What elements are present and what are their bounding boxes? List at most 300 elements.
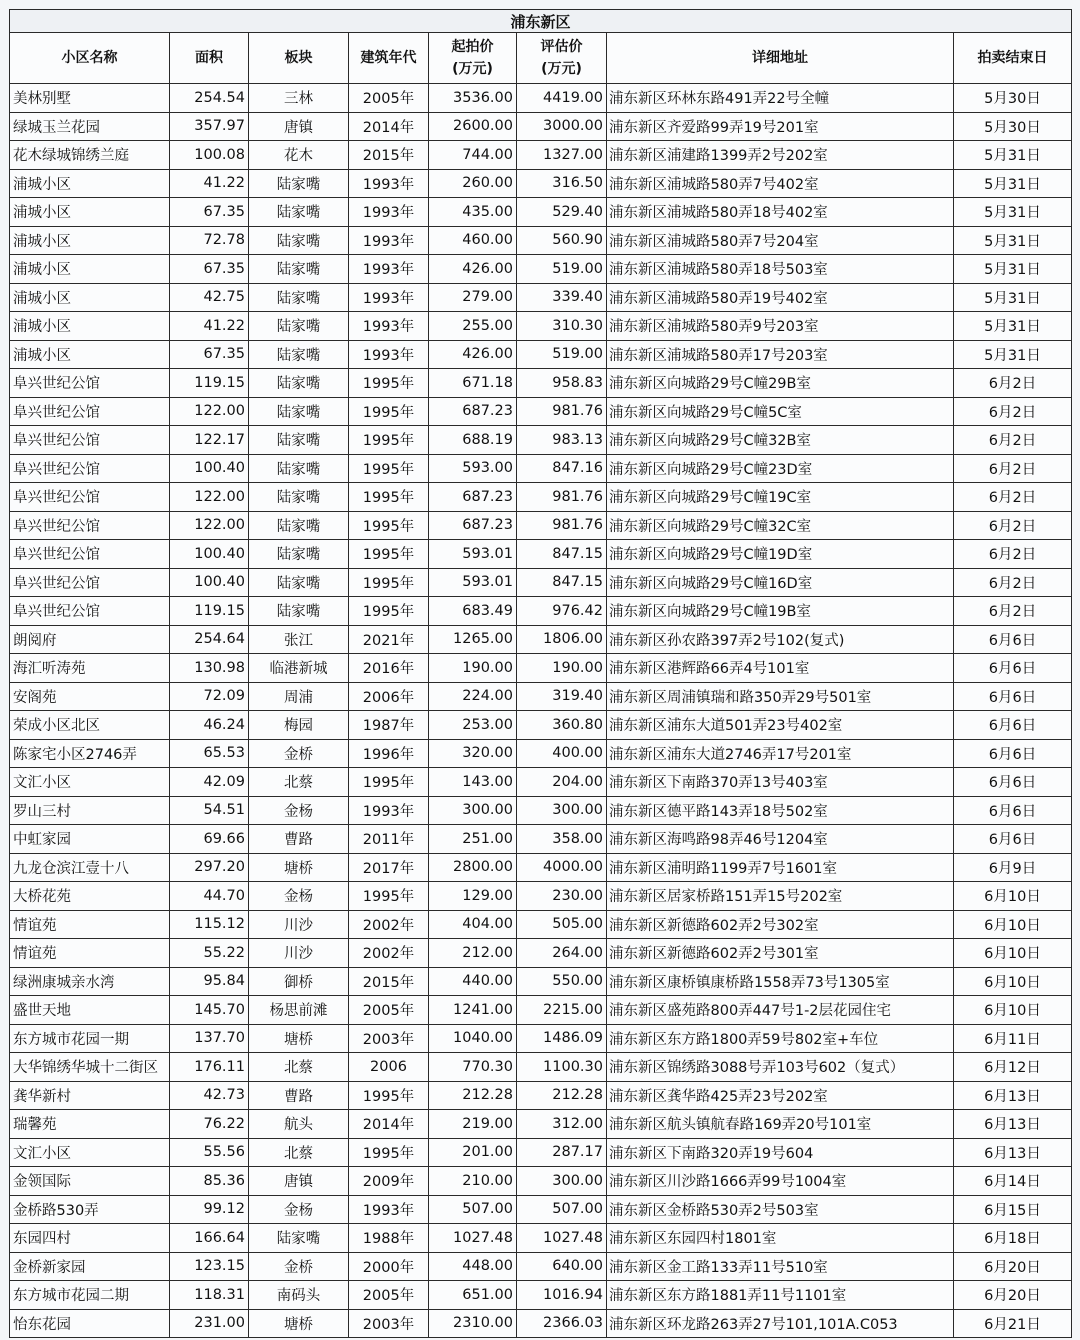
cell-address: 浦东新区浦东大道2746弄17号201室 xyxy=(607,739,954,768)
cell-district: 塘桥 xyxy=(249,853,349,882)
header-name: 小区名称 xyxy=(10,33,170,84)
cell-end-date: 6月6日 xyxy=(954,625,1072,654)
table-row xyxy=(10,568,1072,597)
cell-district: 航头 xyxy=(249,1110,349,1139)
cell-build-year: 1995年 xyxy=(349,597,429,626)
cell-start-price: 2310.00 xyxy=(429,1309,517,1338)
cell-start-price: 1265.00 xyxy=(429,625,517,654)
cell-appraised-price: 1486.09 xyxy=(517,1024,607,1053)
cell-build-year: 1995年 xyxy=(349,540,429,569)
cell-appraised-price: 300.00 xyxy=(517,796,607,825)
table-row xyxy=(10,625,1072,654)
cell-appraised-price: 976.42 xyxy=(517,597,607,626)
cell-start-price: 1040.00 xyxy=(429,1024,517,1053)
cell-appraised-price: 316.50 xyxy=(517,169,607,198)
table-row xyxy=(10,397,1072,426)
cell-area: 166.64 xyxy=(170,1224,249,1253)
cell-start-price: 260.00 xyxy=(429,169,517,198)
cell-area: 42.75 xyxy=(170,283,249,312)
cell-area: 42.09 xyxy=(170,768,249,797)
cell-end-date: 5月30日 xyxy=(954,84,1072,113)
table-row xyxy=(10,369,1072,398)
cell-start-price: 2600.00 xyxy=(429,112,517,141)
cell-address: 浦东新区浦建路1399弄2号202室 xyxy=(607,141,954,170)
cell-community-name: 阜兴世纪公馆 xyxy=(10,540,170,569)
cell-address: 浦东新区向城路29号C幢5C室 xyxy=(607,397,954,426)
cell-district: 陆家嘴 xyxy=(249,426,349,455)
cell-appraised-price: 312.00 xyxy=(517,1110,607,1139)
cell-build-year: 2006年 xyxy=(349,682,429,711)
cell-appraised-price: 981.76 xyxy=(517,483,607,512)
cell-appraised-price: 550.00 xyxy=(517,967,607,996)
cell-district: 金桥 xyxy=(249,739,349,768)
cell-build-year: 2002年 xyxy=(349,910,429,939)
cell-district: 金杨 xyxy=(249,882,349,911)
cell-district: 南码头 xyxy=(249,1281,349,1310)
table-row xyxy=(10,796,1072,825)
cell-build-year: 2014年 xyxy=(349,112,429,141)
cell-area: 54.51 xyxy=(170,796,249,825)
cell-build-year: 2016年 xyxy=(349,654,429,683)
cell-build-year: 1993年 xyxy=(349,169,429,198)
cell-build-year: 1996年 xyxy=(349,739,429,768)
cell-area: 254.54 xyxy=(170,84,249,113)
cell-end-date: 6月13日 xyxy=(954,1110,1072,1139)
header-address: 详细地址 xyxy=(607,33,954,84)
cell-start-price: 255.00 xyxy=(429,312,517,341)
cell-end-date: 6月21日 xyxy=(954,1309,1072,1338)
cell-district: 陆家嘴 xyxy=(249,568,349,597)
cell-end-date: 5月31日 xyxy=(954,169,1072,198)
cell-area: 123.15 xyxy=(170,1252,249,1281)
table-row xyxy=(10,1081,1072,1110)
table-row xyxy=(10,1053,1072,1082)
cell-end-date: 6月6日 xyxy=(954,796,1072,825)
cell-address: 浦东新区浦明路1199弄7号1601室 xyxy=(607,853,954,882)
cell-appraised-price: 640.00 xyxy=(517,1252,607,1281)
cell-end-date: 6月6日 xyxy=(954,739,1072,768)
cell-address: 浦东新区向城路29号C幢19B室 xyxy=(607,597,954,626)
cell-address: 浦东新区周浦镇瑞和路350弄29号501室 xyxy=(607,682,954,711)
cell-community-name: 绿洲康城亲水湾 xyxy=(10,967,170,996)
cell-end-date: 6月6日 xyxy=(954,682,1072,711)
cell-start-price: 507.00 xyxy=(429,1195,517,1224)
table-row xyxy=(10,1281,1072,1310)
table-row xyxy=(10,1167,1072,1196)
cell-start-price: 210.00 xyxy=(429,1167,517,1196)
cell-appraised-price: 505.00 xyxy=(517,910,607,939)
cell-area: 55.56 xyxy=(170,1138,249,1167)
table-row xyxy=(10,853,1072,882)
cell-appraised-price: 2366.03 xyxy=(517,1309,607,1338)
cell-district: 周浦 xyxy=(249,682,349,711)
cell-appraised-price: 358.00 xyxy=(517,825,607,854)
cell-appraised-price: 1100.30 xyxy=(517,1053,607,1082)
cell-start-price: 651.00 xyxy=(429,1281,517,1310)
table-row xyxy=(10,198,1072,227)
cell-community-name: 阜兴世纪公馆 xyxy=(10,454,170,483)
cell-district: 北蔡 xyxy=(249,768,349,797)
cell-address: 浦东新区金桥路530弄2号503室 xyxy=(607,1195,954,1224)
header-end-date: 拍卖结束日 xyxy=(954,33,1072,84)
cell-area: 41.22 xyxy=(170,169,249,198)
cell-community-name: 瑞馨苑 xyxy=(10,1110,170,1139)
cell-build-year: 1993年 xyxy=(349,340,429,369)
cell-address: 浦东新区金工路133弄11号510室 xyxy=(607,1252,954,1281)
cell-address: 浦东新区港辉路66弄4号101室 xyxy=(607,654,954,683)
cell-end-date: 6月14日 xyxy=(954,1167,1072,1196)
cell-area: 115.12 xyxy=(170,910,249,939)
cell-build-year: 2000年 xyxy=(349,1252,429,1281)
cell-end-date: 6月2日 xyxy=(954,454,1072,483)
cell-build-year: 1995年 xyxy=(349,397,429,426)
table-row xyxy=(10,768,1072,797)
cell-area: 176.11 xyxy=(170,1053,249,1082)
cell-appraised-price: 212.28 xyxy=(517,1081,607,1110)
cell-end-date: 6月9日 xyxy=(954,853,1072,882)
cell-address: 浦东新区下南路370弄13号403室 xyxy=(607,768,954,797)
cell-start-price: 593.00 xyxy=(429,454,517,483)
cell-address: 浦东新区向城路29号C幢16D室 xyxy=(607,568,954,597)
cell-appraised-price: 958.83 xyxy=(517,369,607,398)
cell-district: 陆家嘴 xyxy=(249,597,349,626)
cell-area: 100.40 xyxy=(170,568,249,597)
cell-build-year: 1995年 xyxy=(349,768,429,797)
cell-district: 曹路 xyxy=(249,825,349,854)
cell-district: 陆家嘴 xyxy=(249,397,349,426)
cell-start-price: 426.00 xyxy=(429,340,517,369)
cell-start-price: 688.19 xyxy=(429,426,517,455)
cell-area: 99.12 xyxy=(170,1195,249,1224)
cell-start-price: 593.01 xyxy=(429,540,517,569)
cell-start-price: 253.00 xyxy=(429,711,517,740)
cell-community-name: 盛世天地 xyxy=(10,996,170,1025)
cell-address: 浦东新区浦城路580弄7号402室 xyxy=(607,169,954,198)
cell-build-year: 1995年 xyxy=(349,568,429,597)
cell-community-name: 浦城小区 xyxy=(10,312,170,341)
cell-start-price: 212.28 xyxy=(429,1081,517,1110)
cell-community-name: 中虹家园 xyxy=(10,825,170,854)
cell-address: 浦东新区浦城路580弄7号204室 xyxy=(607,226,954,255)
cell-community-name: 阜兴世纪公馆 xyxy=(10,483,170,512)
cell-address: 浦东新区浦城路580弄18号402室 xyxy=(607,198,954,227)
cell-start-price: 129.00 xyxy=(429,882,517,911)
cell-appraised-price: 847.15 xyxy=(517,540,607,569)
cell-address: 浦东新区浦城路580弄17号203室 xyxy=(607,340,954,369)
cell-end-date: 5月31日 xyxy=(954,283,1072,312)
cell-address: 浦东新区向城路29号C幢23D室 xyxy=(607,454,954,483)
table-row xyxy=(10,255,1072,284)
cell-build-year: 1993年 xyxy=(349,1195,429,1224)
cell-build-year: 1995年 xyxy=(349,426,429,455)
cell-address: 浦东新区向城路29号C幢19C室 xyxy=(607,483,954,512)
cell-appraised-price: 400.00 xyxy=(517,739,607,768)
cell-district: 陆家嘴 xyxy=(249,511,349,540)
cell-area: 65.53 xyxy=(170,739,249,768)
cell-area: 119.15 xyxy=(170,597,249,626)
cell-district: 临港新城 xyxy=(249,654,349,683)
cell-build-year: 1993年 xyxy=(349,283,429,312)
cell-appraised-price: 981.76 xyxy=(517,397,607,426)
table-row xyxy=(10,511,1072,540)
cell-community-name: 阜兴世纪公馆 xyxy=(10,397,170,426)
cell-district: 陆家嘴 xyxy=(249,198,349,227)
cell-community-name: 东园四村 xyxy=(10,1224,170,1253)
table-row xyxy=(10,169,1072,198)
cell-community-name: 金桥路530弄 xyxy=(10,1195,170,1224)
cell-district: 陆家嘴 xyxy=(249,226,349,255)
cell-area: 357.97 xyxy=(170,112,249,141)
cell-area: 85.36 xyxy=(170,1167,249,1196)
cell-end-date: 6月6日 xyxy=(954,825,1072,854)
cell-start-price: 2800.00 xyxy=(429,853,517,882)
cell-build-year: 1993年 xyxy=(349,312,429,341)
cell-end-date: 6月2日 xyxy=(954,511,1072,540)
cell-address: 浦东新区向城路29号C幢32C室 xyxy=(607,511,954,540)
table-row xyxy=(10,483,1072,512)
header-row xyxy=(10,33,1072,84)
cell-address: 浦东新区向城路29号C幢32B室 xyxy=(607,426,954,455)
cell-address: 浦东新区东方路1800弄59号802室+车位 xyxy=(607,1024,954,1053)
cell-area: 118.31 xyxy=(170,1281,249,1310)
cell-appraised-price: 1327.00 xyxy=(517,141,607,170)
cell-appraised-price: 1806.00 xyxy=(517,625,607,654)
cell-address: 浦东新区浦城路580弄9号203室 xyxy=(607,312,954,341)
cell-start-price: 744.00 xyxy=(429,141,517,170)
cell-area: 44.70 xyxy=(170,882,249,911)
cell-appraised-price: 264.00 xyxy=(517,939,607,968)
cell-end-date: 6月10日 xyxy=(954,996,1072,1025)
cell-area: 67.35 xyxy=(170,255,249,284)
table-row xyxy=(10,454,1072,483)
cell-end-date: 6月2日 xyxy=(954,568,1072,597)
cell-appraised-price: 230.00 xyxy=(517,882,607,911)
cell-build-year: 1995年 xyxy=(349,483,429,512)
cell-community-name: 情谊苑 xyxy=(10,939,170,968)
cell-community-name: 荣成小区北区 xyxy=(10,711,170,740)
table-row xyxy=(10,340,1072,369)
cell-end-date: 5月31日 xyxy=(954,312,1072,341)
cell-area: 42.73 xyxy=(170,1081,249,1110)
cell-start-price: 1027.48 xyxy=(429,1224,517,1253)
cell-area: 254.64 xyxy=(170,625,249,654)
cell-build-year: 2011年 xyxy=(349,825,429,854)
cell-end-date: 6月13日 xyxy=(954,1081,1072,1110)
cell-district: 陆家嘴 xyxy=(249,1224,349,1253)
cell-address: 浦东新区环林东路491弄22号全幢 xyxy=(607,84,954,113)
cell-community-name: 浦城小区 xyxy=(10,340,170,369)
cell-start-price: 770.30 xyxy=(429,1053,517,1082)
cell-build-year: 2021年 xyxy=(349,625,429,654)
cell-appraised-price: 519.00 xyxy=(517,340,607,369)
cell-area: 122.00 xyxy=(170,397,249,426)
cell-end-date: 6月2日 xyxy=(954,597,1072,626)
cell-community-name: 阜兴世纪公馆 xyxy=(10,568,170,597)
table-body xyxy=(10,84,1072,1338)
cell-end-date: 6月20日 xyxy=(954,1281,1072,1310)
cell-address: 浦东新区向城路29号C幢19D室 xyxy=(607,540,954,569)
cell-community-name: 文汇小区 xyxy=(10,768,170,797)
cell-start-price: 435.00 xyxy=(429,198,517,227)
cell-area: 119.15 xyxy=(170,369,249,398)
table-row xyxy=(10,967,1072,996)
cell-end-date: 6月2日 xyxy=(954,483,1072,512)
cell-appraised-price: 529.40 xyxy=(517,198,607,227)
table-row xyxy=(10,739,1072,768)
cell-district: 曹路 xyxy=(249,1081,349,1110)
auction-table xyxy=(9,9,1072,1338)
table-row xyxy=(10,654,1072,683)
cell-build-year: 1995年 xyxy=(349,882,429,911)
cell-start-price: 687.23 xyxy=(429,511,517,540)
table-row xyxy=(10,682,1072,711)
cell-district: 金杨 xyxy=(249,796,349,825)
cell-start-price: 279.00 xyxy=(429,283,517,312)
cell-area: 100.08 xyxy=(170,141,249,170)
table-title: 浦东新区 xyxy=(10,10,1072,33)
cell-area: 137.70 xyxy=(170,1024,249,1053)
cell-end-date: 6月2日 xyxy=(954,369,1072,398)
cell-community-name: 浦城小区 xyxy=(10,255,170,284)
cell-address: 浦东新区东园四村1801室 xyxy=(607,1224,954,1253)
cell-address: 浦东新区居家桥路151弄15号202室 xyxy=(607,882,954,911)
table-row xyxy=(10,312,1072,341)
cell-start-price: 448.00 xyxy=(429,1252,517,1281)
table-row xyxy=(10,711,1072,740)
cell-area: 145.70 xyxy=(170,996,249,1025)
cell-appraised-price: 287.17 xyxy=(517,1138,607,1167)
cell-address: 浦东新区齐爱路99弄19号201室 xyxy=(607,112,954,141)
cell-end-date: 6月20日 xyxy=(954,1252,1072,1281)
table-row xyxy=(10,996,1072,1025)
cell-build-year: 1995年 xyxy=(349,511,429,540)
cell-community-name: 龚华新村 xyxy=(10,1081,170,1110)
cell-start-price: 1241.00 xyxy=(429,996,517,1025)
header-year: 建筑年代 xyxy=(349,33,429,84)
cell-area: 297.20 xyxy=(170,853,249,882)
table-row xyxy=(10,939,1072,968)
cell-community-name: 浦城小区 xyxy=(10,283,170,312)
cell-community-name: 大华锦绣华城十二街区 xyxy=(10,1053,170,1082)
cell-address: 浦东新区向城路29号C幢29B室 xyxy=(607,369,954,398)
cell-community-name: 情谊苑 xyxy=(10,910,170,939)
cell-build-year: 1995年 xyxy=(349,454,429,483)
header-district: 板块 xyxy=(249,33,349,84)
cell-end-date: 6月2日 xyxy=(954,426,1072,455)
cell-end-date: 5月31日 xyxy=(954,198,1072,227)
cell-district: 陆家嘴 xyxy=(249,312,349,341)
cell-start-price: 143.00 xyxy=(429,768,517,797)
cell-address: 浦东新区康桥镇康桥路1558弄73号1305室 xyxy=(607,967,954,996)
cell-build-year: 1993年 xyxy=(349,255,429,284)
cell-appraised-price: 339.40 xyxy=(517,283,607,312)
cell-start-price: 440.00 xyxy=(429,967,517,996)
cell-appraised-price: 847.16 xyxy=(517,454,607,483)
cell-appraised-price: 560.90 xyxy=(517,226,607,255)
cell-end-date: 6月11日 xyxy=(954,1024,1072,1053)
cell-appraised-price: 1016.94 xyxy=(517,1281,607,1310)
cell-address: 浦东新区环龙路263弄27号101,101A.C053 xyxy=(607,1309,954,1338)
cell-district: 花木 xyxy=(249,141,349,170)
cell-community-name: 陈家宅小区2746弄 xyxy=(10,739,170,768)
cell-area: 76.22 xyxy=(170,1110,249,1139)
cell-district: 唐镇 xyxy=(249,112,349,141)
cell-community-name: 东方城市花园二期 xyxy=(10,1281,170,1310)
cell-start-price: 300.00 xyxy=(429,796,517,825)
cell-district: 北蔡 xyxy=(249,1138,349,1167)
cell-community-name: 阜兴世纪公馆 xyxy=(10,426,170,455)
cell-address: 浦东新区海鸣路98弄46号1204室 xyxy=(607,825,954,854)
cell-district: 梅园 xyxy=(249,711,349,740)
cell-appraised-price: 847.15 xyxy=(517,568,607,597)
cell-area: 100.40 xyxy=(170,454,249,483)
table-row xyxy=(10,1309,1072,1338)
cell-build-year: 2002年 xyxy=(349,939,429,968)
cell-area: 231.00 xyxy=(170,1309,249,1338)
cell-end-date: 6月10日 xyxy=(954,882,1072,911)
header-area: 面积 xyxy=(170,33,249,84)
cell-address: 浦东新区浦东大道501弄23号402室 xyxy=(607,711,954,740)
cell-address: 浦东新区东方路1881弄11号1101室 xyxy=(607,1281,954,1310)
cell-area: 55.22 xyxy=(170,939,249,968)
cell-build-year: 2014年 xyxy=(349,1110,429,1139)
cell-address: 浦东新区盛苑路800弄447号1-2层花园住宅 xyxy=(607,996,954,1025)
cell-community-name: 浦城小区 xyxy=(10,169,170,198)
header-start-price: 起拍价 (万元) xyxy=(429,33,517,84)
cell-address: 浦东新区德平路143弄18号502室 xyxy=(607,796,954,825)
cell-address: 浦东新区孙农路397弄2号102(复式) xyxy=(607,625,954,654)
cell-appraised-price: 190.00 xyxy=(517,654,607,683)
cell-area: 72.78 xyxy=(170,226,249,255)
cell-end-date: 6月6日 xyxy=(954,654,1072,683)
cell-district: 川沙 xyxy=(249,939,349,968)
header-appraised-price: 评估价 (万元) xyxy=(517,33,607,84)
cell-community-name: 花木绿城锦绣兰庭 xyxy=(10,141,170,170)
cell-district: 陆家嘴 xyxy=(249,369,349,398)
cell-build-year: 2017年 xyxy=(349,853,429,882)
table-row xyxy=(10,1138,1072,1167)
cell-district: 北蔡 xyxy=(249,1053,349,1082)
cell-community-name: 九龙仓滨江壹十八 xyxy=(10,853,170,882)
cell-appraised-price: 300.00 xyxy=(517,1167,607,1196)
cell-district: 陆家嘴 xyxy=(249,169,349,198)
cell-address: 浦东新区新德路602弄2号301室 xyxy=(607,939,954,968)
cell-area: 41.22 xyxy=(170,312,249,341)
cell-build-year: 1993年 xyxy=(349,796,429,825)
table-row xyxy=(10,1024,1072,1053)
cell-build-year: 2009年 xyxy=(349,1167,429,1196)
cell-end-date: 5月31日 xyxy=(954,141,1072,170)
table-row xyxy=(10,882,1072,911)
cell-start-price: 224.00 xyxy=(429,682,517,711)
cell-district: 金杨 xyxy=(249,1195,349,1224)
cell-build-year: 2003年 xyxy=(349,1024,429,1053)
cell-end-date: 6月10日 xyxy=(954,939,1072,968)
cell-address: 浦东新区下南路320弄19号604 xyxy=(607,1138,954,1167)
cell-area: 122.17 xyxy=(170,426,249,455)
table-row xyxy=(10,226,1072,255)
cell-build-year: 2005年 xyxy=(349,1281,429,1310)
cell-community-name: 浦城小区 xyxy=(10,226,170,255)
cell-address: 浦东新区航头镇航春路169弄20号101室 xyxy=(607,1110,954,1139)
cell-community-name: 美林别墅 xyxy=(10,84,170,113)
cell-start-price: 671.18 xyxy=(429,369,517,398)
table-row xyxy=(10,1195,1072,1224)
cell-district: 塘桥 xyxy=(249,1309,349,1338)
cell-appraised-price: 204.00 xyxy=(517,768,607,797)
table-row xyxy=(10,141,1072,170)
cell-appraised-price: 360.80 xyxy=(517,711,607,740)
